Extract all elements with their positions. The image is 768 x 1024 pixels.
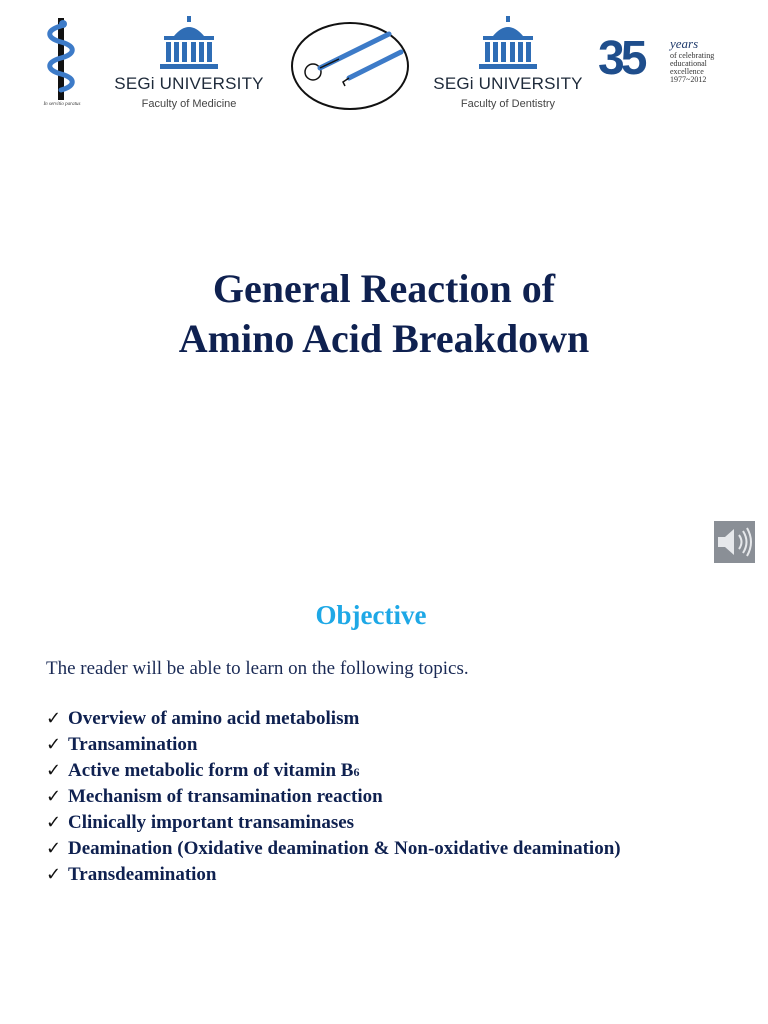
anniversary-years: years — [670, 36, 699, 51]
title-line-1: General Reaction of — [212, 266, 556, 311]
faculty-name: Faculty of Dentistry — [460, 98, 556, 110]
topic-text: Mechanism of transamination reaction — [68, 786, 383, 807]
dental-mirror-icon — [289, 20, 411, 112]
checkmark-icon: ✓ — [46, 838, 62, 859]
anniversary-number: 35 — [598, 32, 644, 85]
segi-dentistry-logo — [423, 16, 593, 116]
checkmark-icon: ✓ — [46, 708, 62, 729]
segi-medicine-logo — [104, 16, 274, 116]
title-line-2: Amino Acid Breakdown — [178, 316, 590, 361]
university-building-icon — [477, 16, 539, 72]
rod-of-asclepius-icon — [36, 16, 88, 102]
checkmark-icon: ✓ — [46, 812, 62, 833]
vitamin-subscript: 6 — [353, 765, 360, 779]
topic-text: Transdeamination — [68, 864, 217, 885]
objective-heading: Objective — [315, 600, 427, 630]
list-item — [46, 864, 621, 890]
topic-text: Transamination — [68, 734, 198, 755]
topic-text: Active metabolic form of vitamin B — [68, 760, 354, 781]
topic-text: Deamination (Oxidative deamination & Non-oxidative deamination) — [68, 838, 621, 859]
checkmark-icon: ✓ — [46, 786, 62, 807]
audio-speaker-button[interactable] — [714, 521, 755, 563]
anniversary-logo — [598, 34, 728, 90]
topic-list — [46, 708, 621, 890]
list-item — [46, 734, 621, 760]
list-item — [46, 838, 621, 864]
list-item — [46, 708, 621, 734]
slide-title — [0, 264, 768, 364]
university-name: SEGi UNIVERSITY — [114, 74, 264, 93]
topic-text: Clinically important transaminases — [68, 812, 355, 833]
checkmark-icon: ✓ — [46, 734, 62, 755]
medicine-emblem — [36, 16, 88, 112]
anniversary-line: of celebrating — [670, 51, 715, 60]
faculty-name: Faculty of Medicine — [141, 98, 237, 110]
checkmark-icon: ✓ — [46, 760, 62, 781]
anniversary-line: educational — [670, 59, 707, 68]
university-name: SEGi UNIVERSITY — [433, 74, 583, 93]
intro-text: The reader will be able to learn on the following topics. — [46, 658, 469, 679]
list-item — [46, 812, 621, 838]
university-building-icon — [158, 16, 220, 72]
anniversary-line: excellence — [670, 67, 704, 76]
checkmark-icon: ✓ — [46, 864, 62, 885]
logo-header — [0, 0, 768, 130]
speaker-icon — [714, 521, 755, 563]
list-item — [46, 760, 621, 786]
medicine-motto: In servitio paratus — [43, 102, 81, 107]
topic-text: Overview of amino acid metabolism — [68, 708, 360, 729]
dentistry-emblem — [289, 20, 411, 112]
anniversary-range: 1977~2012 — [670, 75, 707, 84]
list-item — [46, 786, 621, 812]
